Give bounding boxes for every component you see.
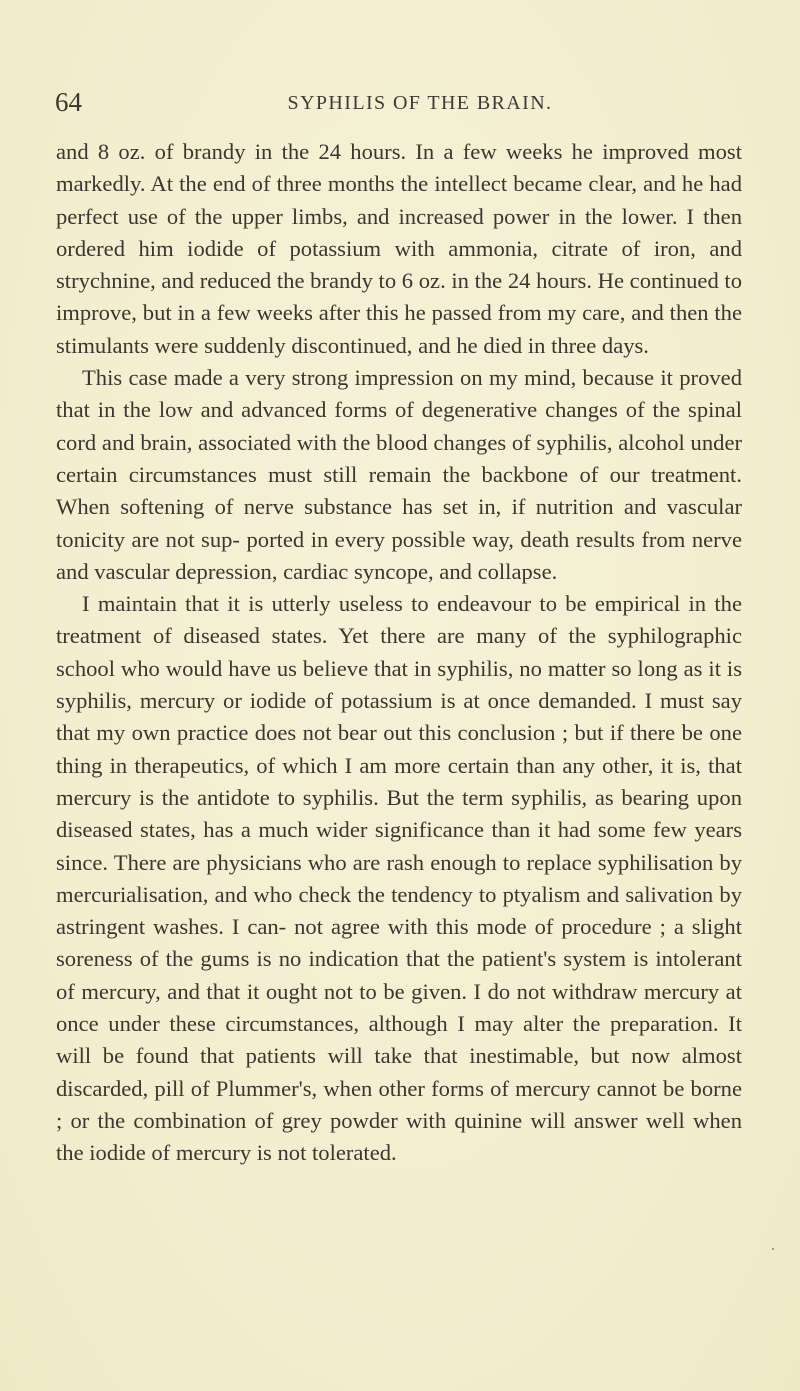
paragraph-3: I maintain that it is utterly useless to endeavour to be empirical in the treatment of diseased states. Yet there are many of the syphilographic school who would have us believe that in syphilis, no matter so long as it is syphilis, mercury or iodide of potassium is at once demanded. I must say that my own practice does not bear out this conclusion ; but if there be one thing in therapeutics, of which I am more certain than any other, it is, that mercury is the antidote to syphilis. But the term syphilis, as bearing upon diseased states, has a much wider significance than it had some few years since. There are physicians who are rash enough to replace syphilisation by mercurialisation, and who check the tendency to ptyalism and salivation by astringent washes. I can- not agree with this mode of procedure ; a slight soreness of the gums is no indication that the patient's system is intolerant of mercury, and that it ought not to be given. I do not withdraw mercury at once under these circumstances, although I may alter the preparation. It will be found that patients will take that inestimable, but now almost discarded, pill of Plummer's, when other forms of mercury cannot be borne ; or the combination of grey powder with quinine will answer well when the iodide of mercury is not tolerated. [56, 591, 742, 1166]
running-head [55, 84, 745, 120]
running-head-title: SYPHILIS OF THE BRAIN. [287, 92, 553, 114]
body-text [56, 136, 742, 1170]
paragraph-1: and 8 oz. of brandy in the 24 hours. In a few weeks he improved most markedly. At the end of three months the intellect became clear, and he had perfect use of the upper limbs, and increased power in the lower. I then ordered him iodide of potassium with ammonia, citrate of iron, and strychnine, and reduced the brandy to 6 oz. in the 24 hours. He continued to improve, but in a few weeks after this he passed from my care, and then the stimulants were suddenly discontinued, and he died in three days. [56, 139, 742, 358]
page-number: 64 [55, 87, 82, 117]
paragraph-2: This case made a very strong impression on my mind, because it proved that in the low and advanced forms of degenerative changes of the spinal cord and brain, associated with the blood changes of syphilis, alcohol under certain circumstances must still remain the backbone of our treatment. When softening of nerve substance has set in, if nutrition and vascular tonicity are not sup- ported in every possible way, death results from nerve and vascular depression, cardiac syncope, and collapse. [56, 365, 742, 584]
paper-speck [772, 1248, 774, 1250]
